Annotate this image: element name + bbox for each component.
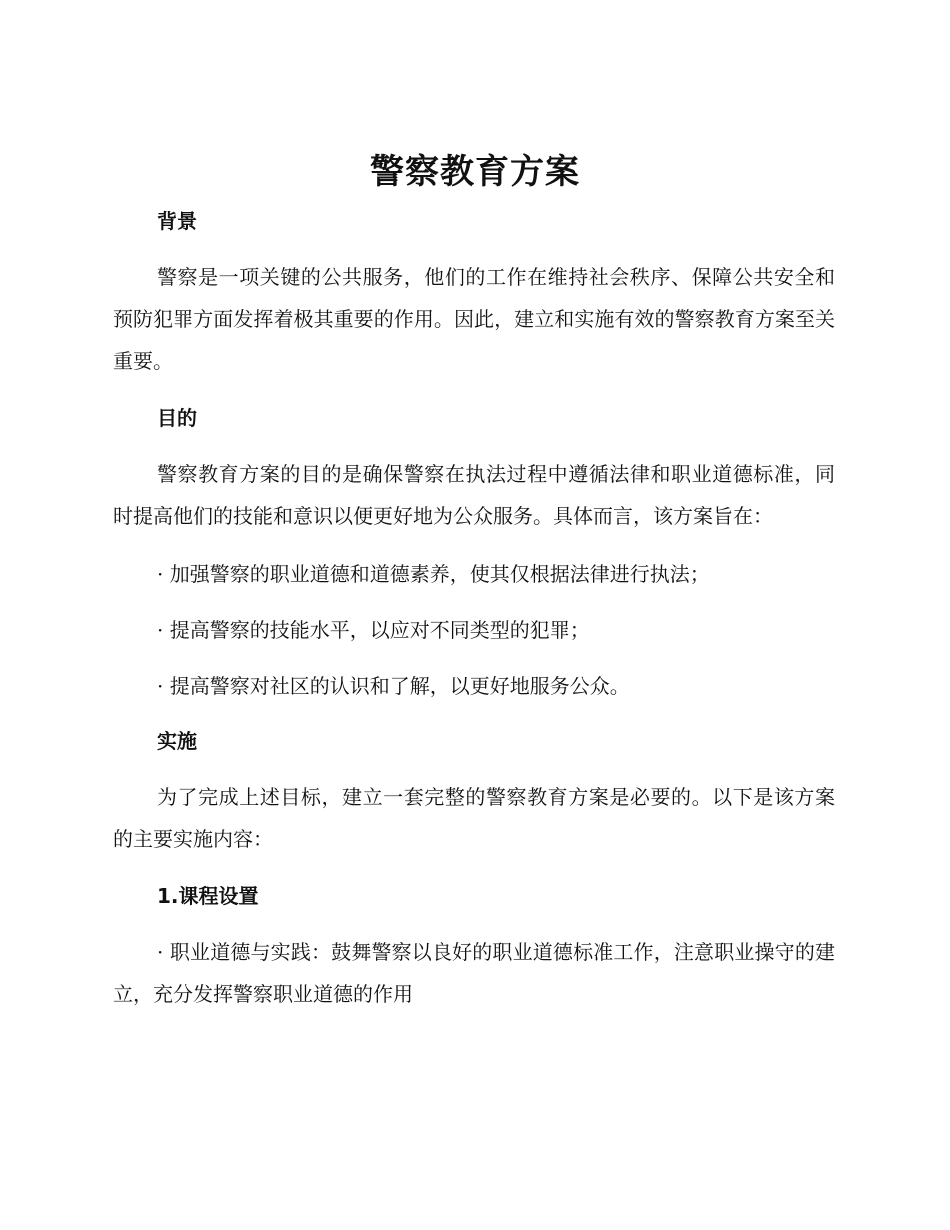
purpose-paragraph: 警察教育方案的目的是确保警察在执法过程中遵循法律和职业道德标准，同时提高他们的技能和意识以便更好地为公众服务。具体而言，该方案旨在： xyxy=(113,462,835,528)
purpose-bullet-3: · 提高警察对社区的认识和了解，以更好地服务公众。 xyxy=(157,674,630,698)
course-bullet-ethics: · 职业道德与实践：鼓舞警察以良好的职业道德标准工作，注意职业操守的建立，充分发挥警察职业道德的作用 xyxy=(113,940,835,1006)
purpose-bullet-1: · 加强警察的职业道德和道德素养，使其仅根据法律进行执法； xyxy=(157,562,710,586)
section-heading-implementation: 实施 xyxy=(157,729,197,753)
implementation-paragraph: 为了完成上述目标，建立一套完整的警察教育方案是必要的。以下是该方案的主要实施内容： xyxy=(113,785,835,851)
section-heading-purpose: 目的 xyxy=(157,406,197,430)
subsection-heading-course: 1.课程设置 xyxy=(157,884,259,908)
document-body xyxy=(113,201,835,1029)
background-paragraph: 警察是一项关键的公共服务，他们的工作在维持社会秩序、保障公共安全和预防犯罪方面发挥着极其重要的作用。因此，建立和实施有效的警察教育方案至关重要。 xyxy=(113,265,835,373)
purpose-bullet-2: · 提高警察的技能水平，以应对不同类型的犯罪； xyxy=(157,618,590,642)
document-title: 警察教育方案 xyxy=(370,152,580,192)
section-heading-background: 背景 xyxy=(157,209,197,233)
